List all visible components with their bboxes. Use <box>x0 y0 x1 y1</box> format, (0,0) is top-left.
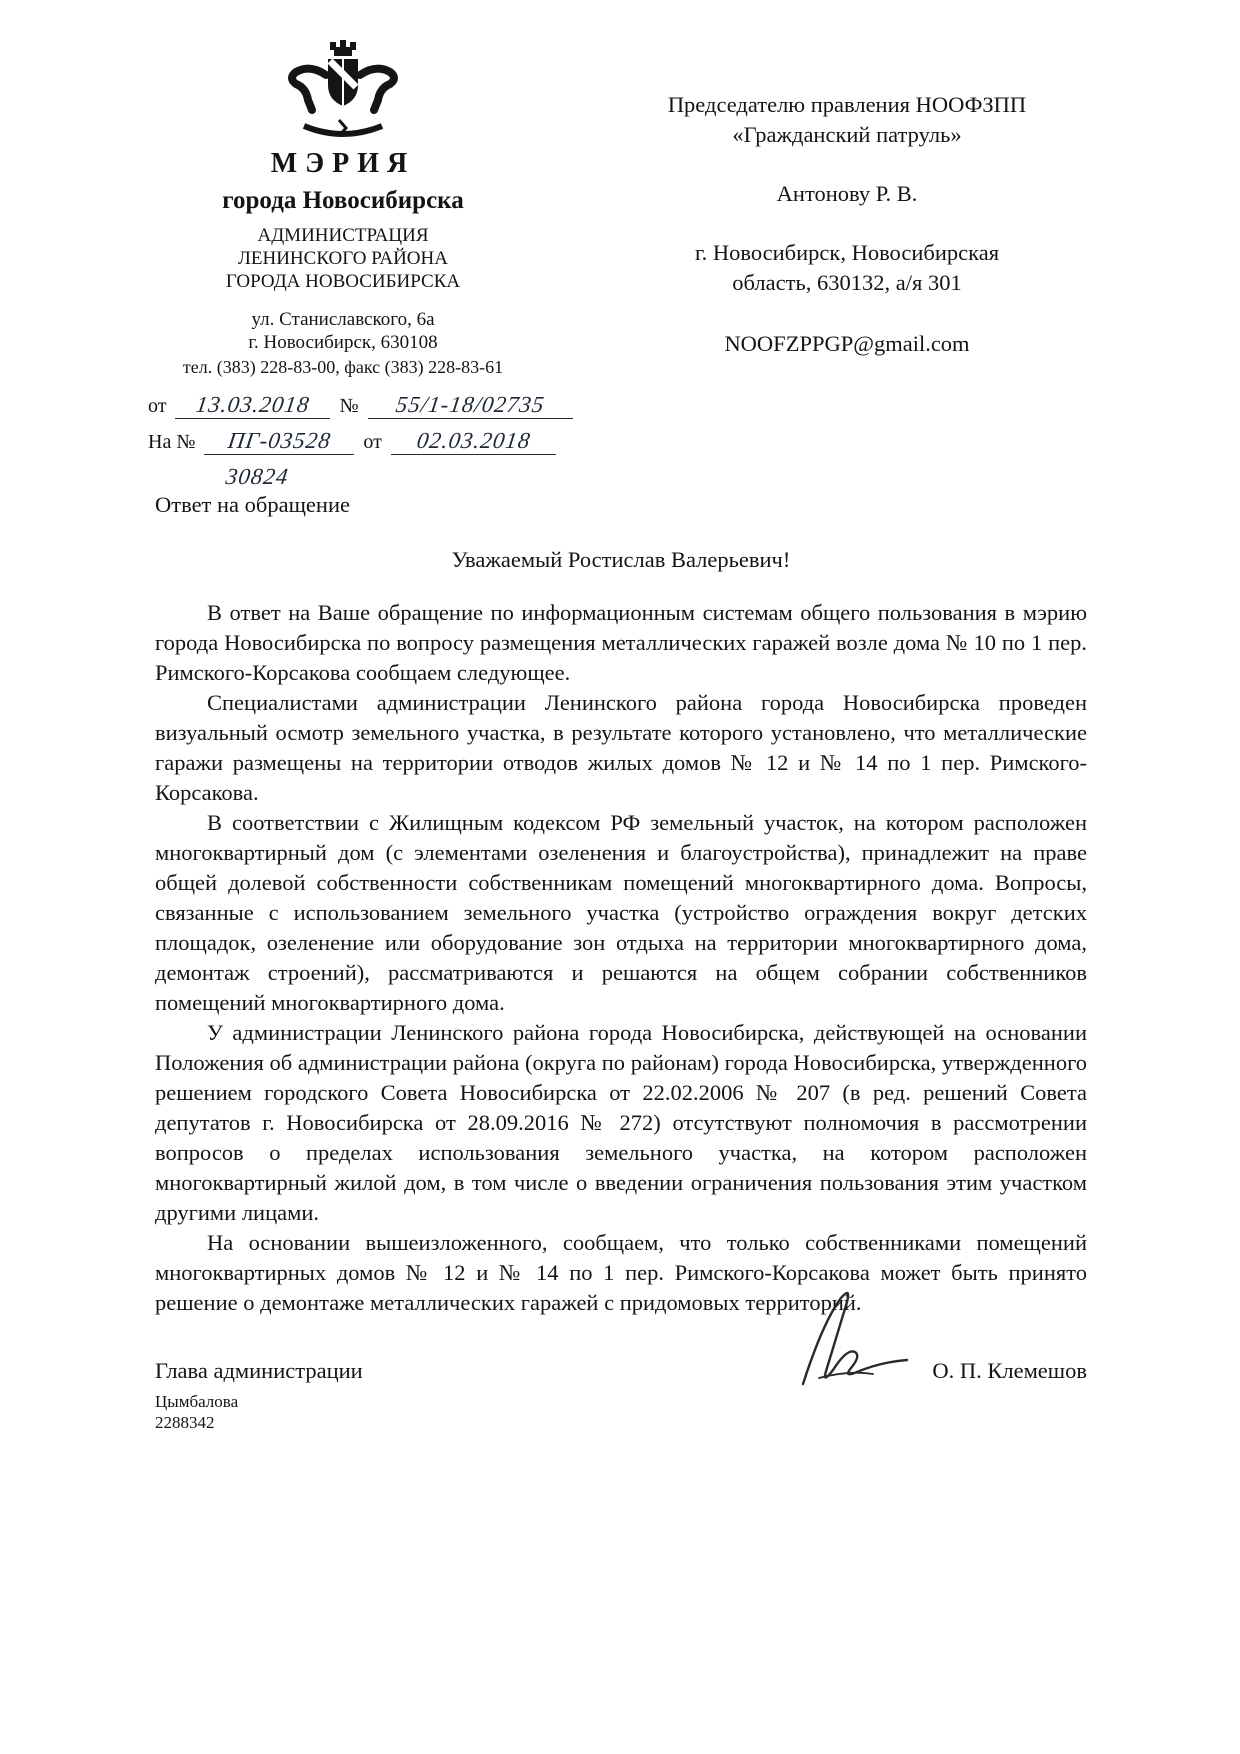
body-paragraph-4: У администрации Ленинского района города Новосибирска, действующей на основании Положения об администрации района (округа по районам) города Новосибирска, утвержденного решением городского Совета Новосибирска от 22.02.2006 № 207 (в ред. решений Совета депутатов г. Новосибирска от 28.09.2016 № 272) отсутствуют полномочия в рассмотрении вопросов о пределах использования земельного участка, на котором расположен многоквартирный жилой дом, в том числе о введении ограничения пользования этим участком другими лицами. <box>155 1020 1087 1225</box>
novosibirsk-emblem-icon <box>284 40 402 138</box>
body-paragraph-3: В соответствии с Жилищным кодексом РФ земельный участок, на котором расположен многоквартирный дом (с элементами озеленения и благоустройства), принадлежит на праве общей долевой собственности собственникам помещений многоквартирного дома. Вопросы, связанные с использованием земельного участка (устройство ограждения вокруг детских площадок, озеленение или оборудование зон отдыха на территории многоквартирного дома, демонтаж строений), рассматриваются и решаются на общем собрании собственников помещений многоквартирного дома. <box>155 810 1087 1015</box>
org-name-sub: города Новосибирска <box>222 187 464 214</box>
ref-on-number-field <box>204 428 354 455</box>
letter-content <box>155 492 1087 1433</box>
ref-on-number-label: На № <box>148 431 196 453</box>
org-address <box>128 308 558 354</box>
signer-name: О. П. Клемешов <box>932 1358 1087 1383</box>
org-address-city: г. Новосибирск, 630108 <box>248 332 438 353</box>
ref-line-outgoing <box>148 392 558 419</box>
addressee-address <box>608 238 1086 298</box>
letter-subject: Ответ на обращение <box>155 492 350 517</box>
ref-extra-number-handwritten: 30824 <box>224 464 291 489</box>
dept-line-2: ЛЕНИНСКОГО РАЙОНА <box>238 248 448 269</box>
ref-number-handwritten: 55/1-18/02735 <box>394 392 547 417</box>
addressee-title-line-1: Председателю правления НООФЗПП <box>667 92 1027 117</box>
letterhead <box>128 40 558 490</box>
letter-salutation: Уважаемый Ростислав Валерьевич! <box>451 547 791 572</box>
ref-on-date-field <box>391 428 556 455</box>
body-paragraph-1: В ответ на Ваше обращение по информационным системам общего пользования в мэрию города Новосибирска по вопросу размещения металлических гаражей возле дома № 10 по 1 пер. Римского-Корсакова сообщаем следующее. <box>155 600 1087 685</box>
signer-position: Глава администрации <box>155 1358 363 1383</box>
signature-row <box>155 1358 1087 1384</box>
ref-on-number-handwritten: ПГ-03528 <box>226 428 333 453</box>
letter-body <box>155 598 1087 1318</box>
addressee-address-line-1: г. Новосибирск, Новосибирская <box>694 240 1000 265</box>
ref-number-field <box>368 392 573 419</box>
executor-phone: 2288342 <box>155 1413 215 1432</box>
ref-from-date-field <box>175 392 330 419</box>
ref-line-incoming <box>148 428 558 455</box>
ref-on-from-label: от <box>363 431 382 453</box>
addressee-title-line-2: «Гражданский патруль» <box>732 122 962 147</box>
ref-on-date-handwritten: 02.03.2018 <box>414 428 532 453</box>
body-paragraph-2: Специалистами администрации Ленинского района города Новосибирска проведен визуальный осмотр земельного участка, в результате которого установлено, что металлические гаражи размещены на территории отводов жилых домов № 12 и № 14 по 1 пер. Римского-Корсакова. <box>155 690 1087 805</box>
addressee-address-line-2: область, 630132, а/я 301 <box>732 270 962 295</box>
addressee-name: Антонову Р. В. <box>776 181 918 206</box>
body-paragraph-5: На основании вышеизложенного, сообщаем, что только собственниками помещений многоквартирных домов № 12 и № 14 по 1 пер. Римского-Корсакова может быть принято решение о демонтаже металлических гаражей с придомовых территорий. <box>155 1230 1087 1315</box>
org-phone: тел. (383) 228-83-00, факс (383) 228-83-61 <box>182 357 504 377</box>
dept-line-1: АДМИНИСТРАЦИЯ <box>257 225 429 246</box>
dept-line-3: ГОРОДА НОВОСИБИРСКА <box>225 271 461 292</box>
executor-block <box>155 1391 1087 1433</box>
signature-icon <box>789 1280 919 1392</box>
org-address-street: ул. Станиславского, 6а <box>251 309 435 330</box>
ref-number-label: № <box>339 395 359 417</box>
addressee-email: NOOFZPPGP@gmail.com <box>724 331 970 356</box>
ref-line-extra <box>148 464 558 490</box>
ref-from-date-handwritten: 13.03.2018 <box>194 392 312 417</box>
org-name-main: МЭРИЯ <box>270 148 416 179</box>
executor-name: Цымбалова <box>155 1392 239 1411</box>
org-department <box>128 224 558 293</box>
addressee-block <box>608 90 1086 359</box>
reference-block <box>128 392 558 490</box>
ref-from-label: от <box>148 395 167 417</box>
